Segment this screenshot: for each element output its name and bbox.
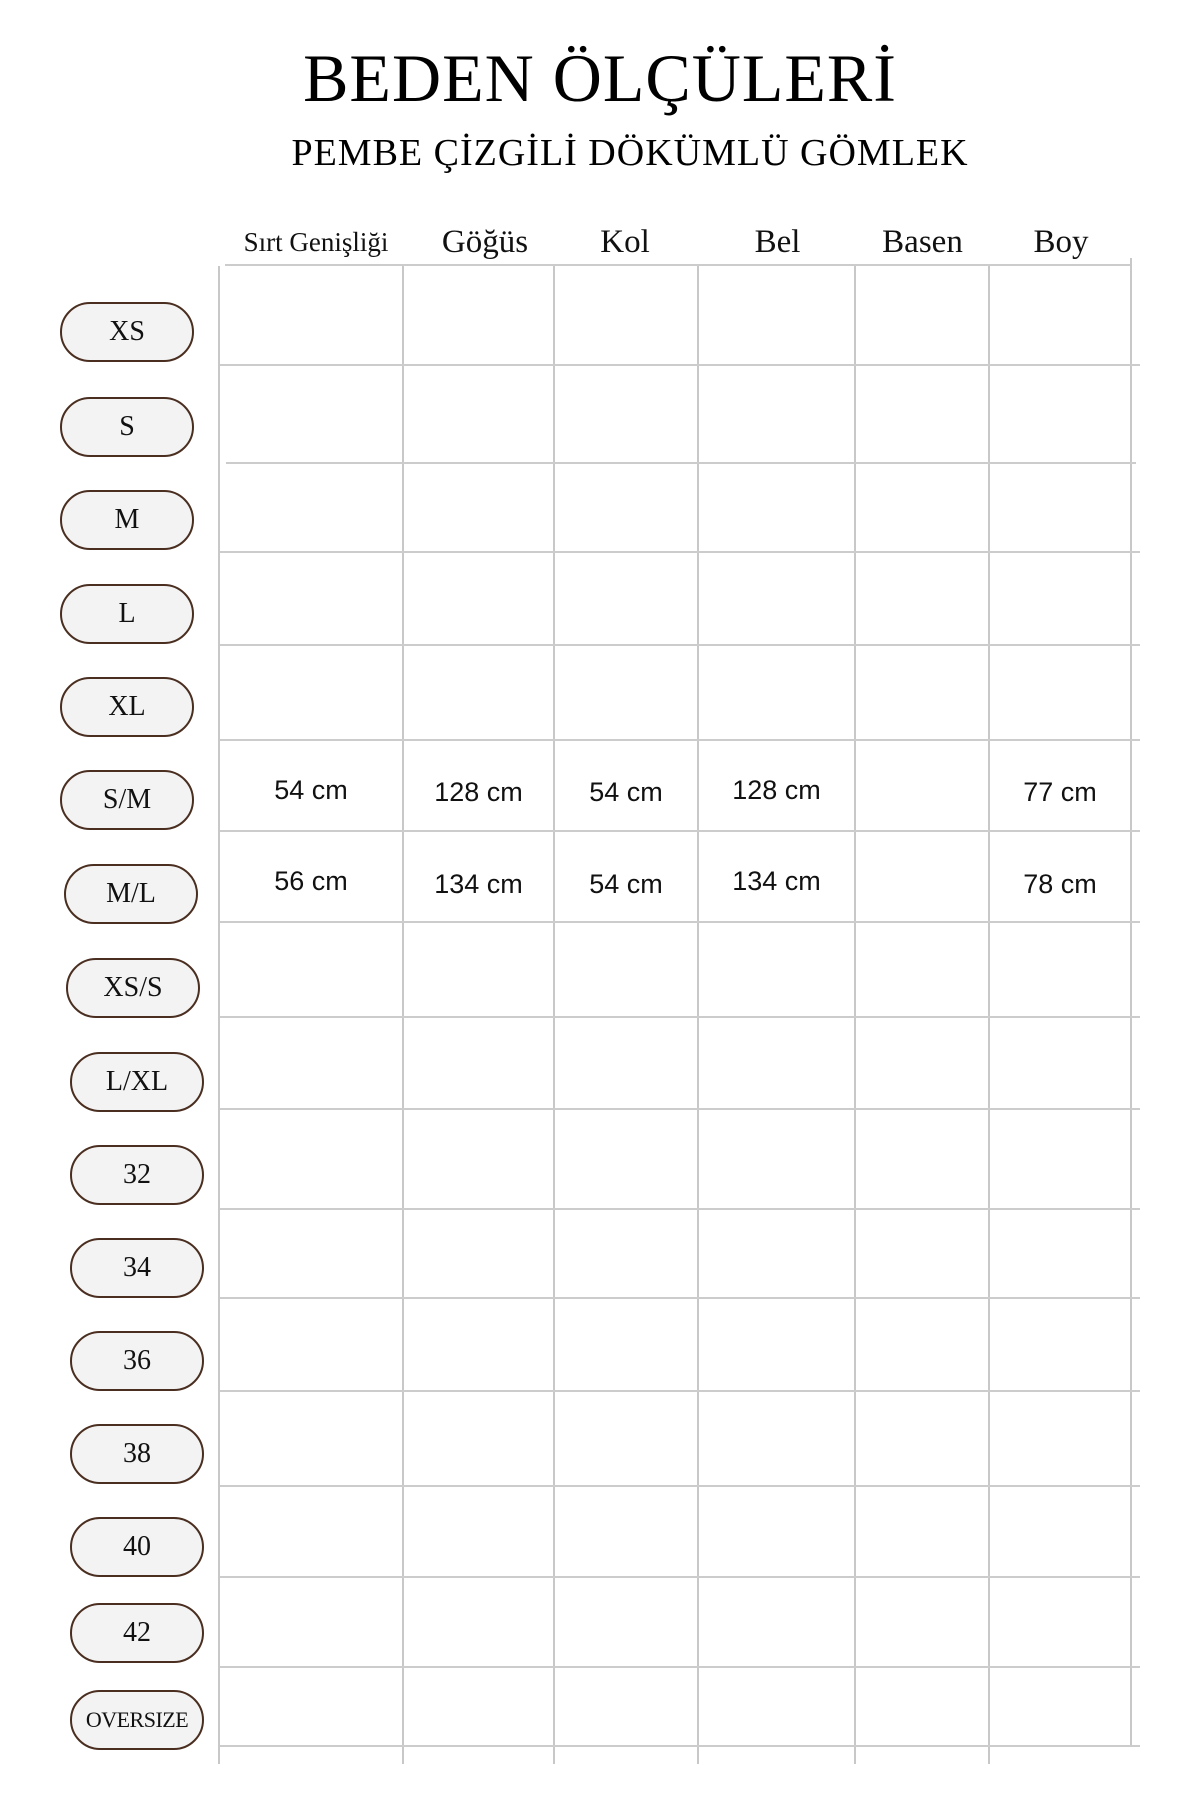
size-label-xs-s: XS/S — [66, 958, 200, 1018]
size-label-s: S — [60, 397, 194, 457]
grid-hline — [220, 1297, 1140, 1299]
size-label-38: 38 — [70, 1424, 204, 1484]
size-label-42: 42 — [70, 1603, 204, 1663]
col-header-hip: Basen — [882, 224, 963, 260]
grid-hline — [220, 1485, 1140, 1487]
cell-sm-length: 77 cm — [1023, 777, 1097, 807]
grid-vline — [854, 266, 856, 1764]
cell-ml-waist: 134 cm — [732, 866, 821, 896]
grid-hline — [220, 364, 1140, 366]
grid-hline — [220, 1390, 1140, 1392]
grid-hline — [220, 1208, 1140, 1210]
grid-hline — [220, 830, 1140, 832]
grid-vline — [402, 266, 404, 1764]
grid-hline — [220, 551, 1140, 553]
size-label-xl: XL — [60, 677, 194, 737]
col-header-back-width: Sırt Genişliği — [243, 227, 389, 257]
size-label-s-m: S/M — [60, 770, 194, 830]
grid-hline — [220, 1108, 1140, 1110]
size-label-l: L — [60, 584, 194, 644]
size-label-l-xl: L/XL — [70, 1052, 204, 1112]
cell-sm-back-width: 54 cm — [274, 775, 348, 805]
grid-hline — [220, 1016, 1140, 1018]
grid-hline — [220, 739, 1140, 741]
grid-hline — [226, 462, 1136, 464]
size-label-34: 34 — [70, 1238, 204, 1298]
grid-hline — [220, 1576, 1140, 1578]
col-header-chest: Göğüs — [441, 224, 529, 260]
grid-hline — [220, 921, 1140, 923]
size-label-36: 36 — [70, 1331, 204, 1391]
size-label-40: 40 — [70, 1517, 204, 1577]
cell-ml-length: 78 cm — [1023, 869, 1097, 899]
cell-ml-chest: 134 cm — [434, 869, 523, 899]
grid-vline — [988, 266, 990, 1764]
grid-vline — [697, 266, 699, 1764]
cell-sm-chest: 128 cm — [434, 777, 523, 807]
cell-ml-back-width: 56 cm — [274, 866, 348, 896]
grid-vline — [553, 266, 555, 1764]
grid-hline — [220, 644, 1140, 646]
size-label-m-l: M/L — [64, 864, 198, 924]
cell-ml-sleeve: 54 cm — [589, 869, 663, 899]
col-header-sleeve: Kol — [600, 224, 650, 260]
cell-sm-waist: 128 cm — [732, 775, 821, 805]
size-label-oversize: OVERSIZE — [70, 1690, 204, 1750]
size-label-xs: XS — [60, 302, 194, 362]
col-header-waist: Bel — [754, 224, 801, 260]
product-name: PEMBE ÇİZGİLİ DÖKÜMLÜ GÖMLEK — [291, 132, 969, 174]
size-label-m: M — [60, 490, 194, 550]
size-label-32: 32 — [70, 1145, 204, 1205]
grid-vline — [218, 266, 220, 1764]
grid-vline — [1130, 258, 1132, 1746]
grid-hline — [220, 1666, 1140, 1668]
cell-sm-sleeve: 54 cm — [589, 777, 663, 807]
col-header-length: Boy — [1033, 224, 1089, 260]
page-title: BEDEN ÖLÇÜLERİ — [303, 40, 897, 116]
grid-hline — [220, 1745, 1140, 1747]
